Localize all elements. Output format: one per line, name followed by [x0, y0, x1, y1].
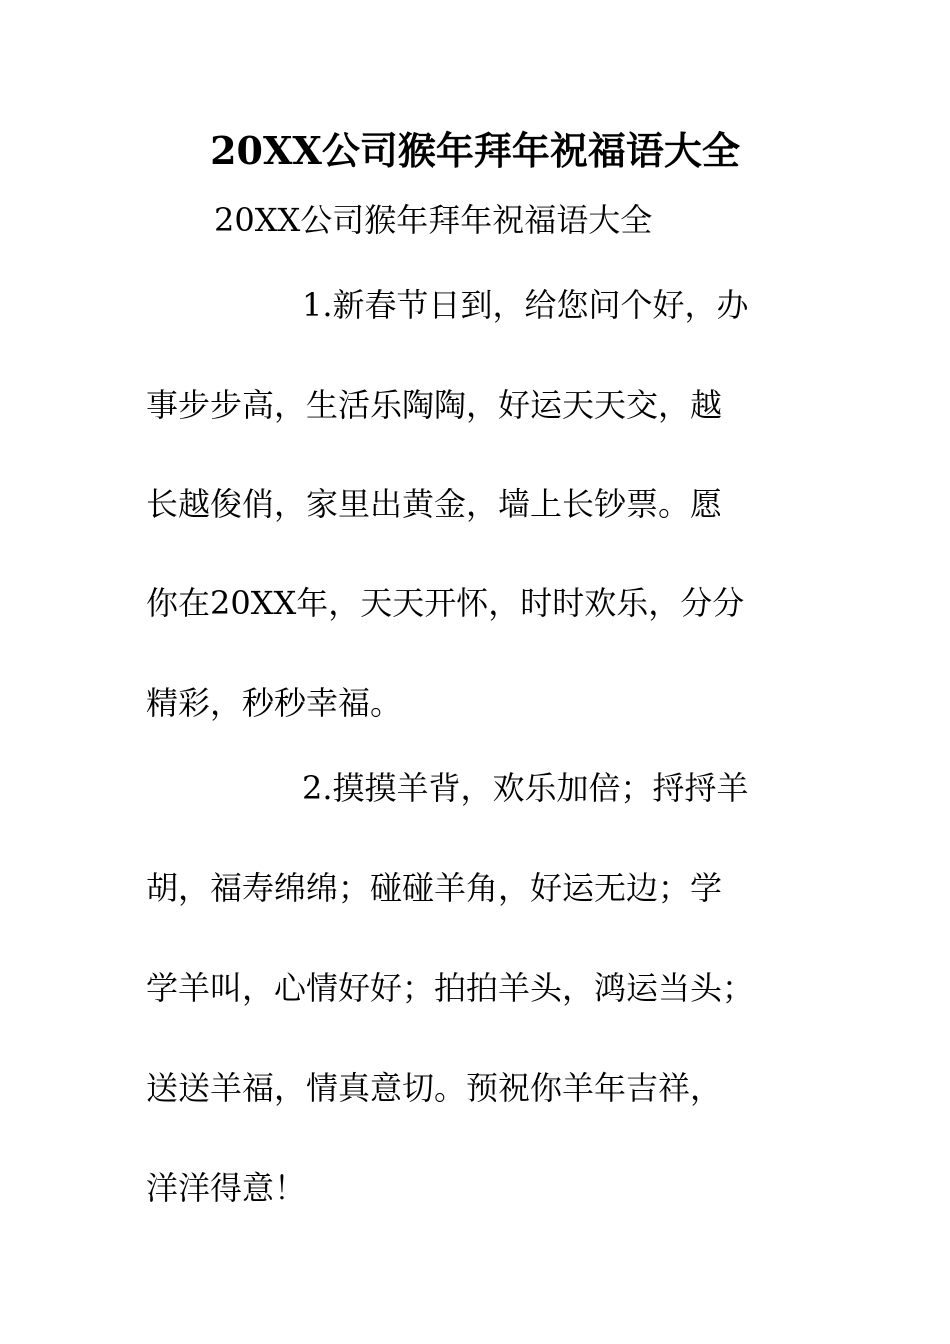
paragraph-2-line-2: 胡，福寿绵绵；碰碰羊角，好运无边；学	[146, 869, 723, 907]
document-title: 20XX公司猴年拜年祝福语大全	[210, 128, 740, 173]
paragraph-1-line-2: 事步步高，生活乐陶陶，好运天天交，越	[146, 386, 723, 424]
paragraph-1-line-3: 长越俊俏，家里出黄金，墙上长钞票。愿	[146, 485, 723, 523]
paragraph-2-line-4: 送送羊福，情真意切。预祝你羊年吉祥，	[146, 1069, 723, 1107]
paragraph-2-line-5: 洋洋得意！	[146, 1169, 307, 1207]
paragraph-1-line-4: 你在20XX年，天天开怀，时时欢乐，分分	[146, 584, 745, 622]
document-subtitle: 20XX公司猴年拜年祝福语大全	[214, 201, 653, 239]
paragraph-2-line-3: 学羊叫，心情好好；拍拍羊头，鸿运当头；	[146, 969, 755, 1007]
paragraph-1-line-1: 1.新春节日到，给您问个好，办	[302, 286, 749, 324]
paragraph-2-line-1: 2.摸摸羊背，欢乐加倍；捋捋羊	[302, 769, 749, 807]
paragraph-1-line-5: 精彩，秒秒幸福。	[146, 684, 403, 722]
